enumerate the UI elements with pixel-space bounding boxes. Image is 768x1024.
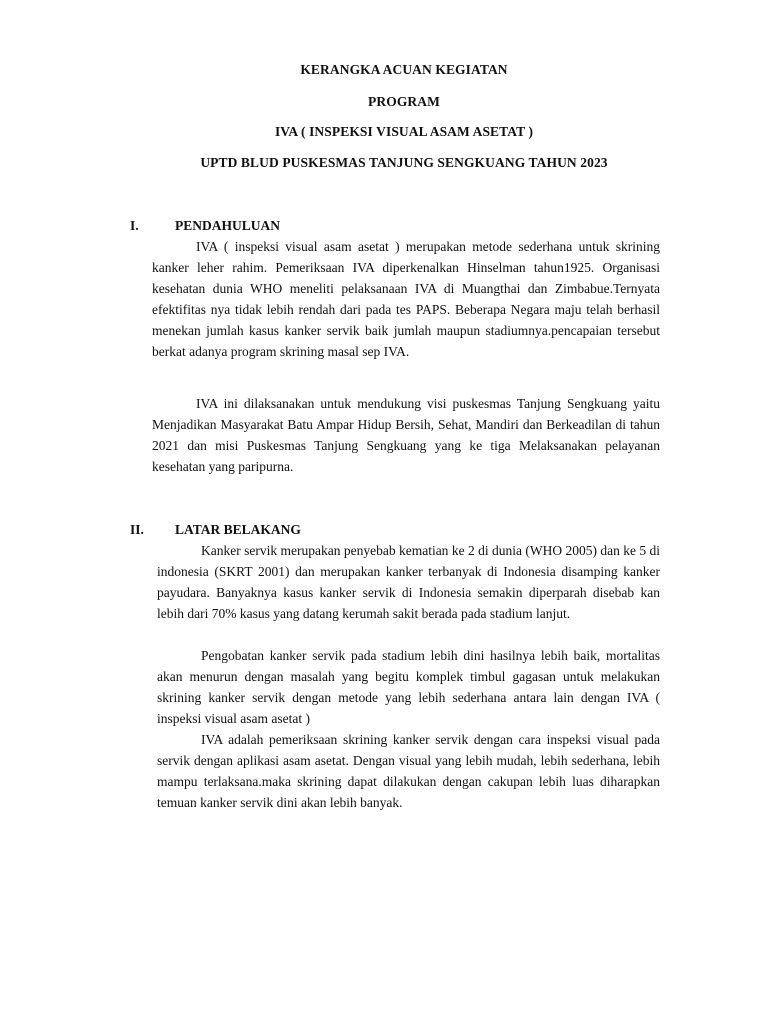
section-2-paragraph: IVA adalah pemeriksaan skrining kanker servik dengan cara inspeksi visual pada servik dengan aplikasi asam asetat. Dengan visual yang lebih mudah, lebih sederhana, lebih mampu terlaksana.maka skrining dapat dilakukan dengan cakupan lebih luas diharapkan temuan kanker servik dini akan lebih banyak. xyxy=(157,732,660,810)
program-heading: PROGRAM xyxy=(368,94,440,109)
institution-heading: UPTD BLUD PUSKESMAS TANJUNG SENGKUANG TAHUN 2023 xyxy=(200,155,608,170)
section-2-paragraph: Pengobatan kanker servik pada stadium lebih dini hasilnya lebih baik, mortalitas akan menurun dengan masalah yang begitu komplek timbul gagasan untuk melakukan skrining kanker servik dengan metode yang lebih sederhana antara lain dengan IVA ( inspeksi visual asam asetat ) xyxy=(157,648,660,726)
document-title: KERANGKA ACUAN KEGIATAN xyxy=(300,62,508,77)
section-2-number: II. xyxy=(130,522,144,537)
section-1-paragraph: IVA ini dilaksanakan untuk mendukung visi puskesmas Tanjung Sengkuang yaitu Menjadikan Masyarakat Batu Ampar Hidup Bersih, Sehat, Mandiri dan Berkeadilan di tahun 2021 dan misi Puskesmas Tanjung Sengkuang yang ke tiga Melaksanakan pelayanan kesehatan yang paripurna. xyxy=(152,396,660,474)
section-2-title: LATAR BELAKANG xyxy=(175,522,301,537)
section-1-number: I. xyxy=(130,218,139,233)
section-2-paragraph: Kanker servik merupakan penyebab kematian ke 2 di dunia (WHO 2005) dan ke 5 di indonesia (SKRT 2001) dan merupakan kanker terbanyak di Indonesia disamping kanker payudara. Banyaknya kasus kanker servik di Indonesia semakin diperparah disebab kan lebih dari 70% kasus yang datang kerumah sakit berada pada stadium lanjut. xyxy=(157,543,660,621)
program-name-heading: IVA ( INSPEKSI VISUAL ASAM ASETAT ) xyxy=(274,124,534,139)
section-1-title: PENDAHULUAN xyxy=(175,218,281,233)
section-1-paragraph: IVA ( inspeksi visual asam asetat ) merupakan metode sederhana untuk skrining kanker leher rahim. Pemeriksaan IVA diperkenalkan Hinselman tahun1925. Organisasi kesehatan dunia WHO meneliti pelaksanaan IVA di Muangthai dan Zimbabue.Ternyata efektifitas nya tidak lebih rendah dari pada tes PAPS. Beberapa Negara maju telah berhasil menekan jumlah kasus kanker servik baik jumlah maupun stadiumnya.pencapaian tersebut berkat adanya program skrining masal sep IVA. xyxy=(152,239,660,359)
